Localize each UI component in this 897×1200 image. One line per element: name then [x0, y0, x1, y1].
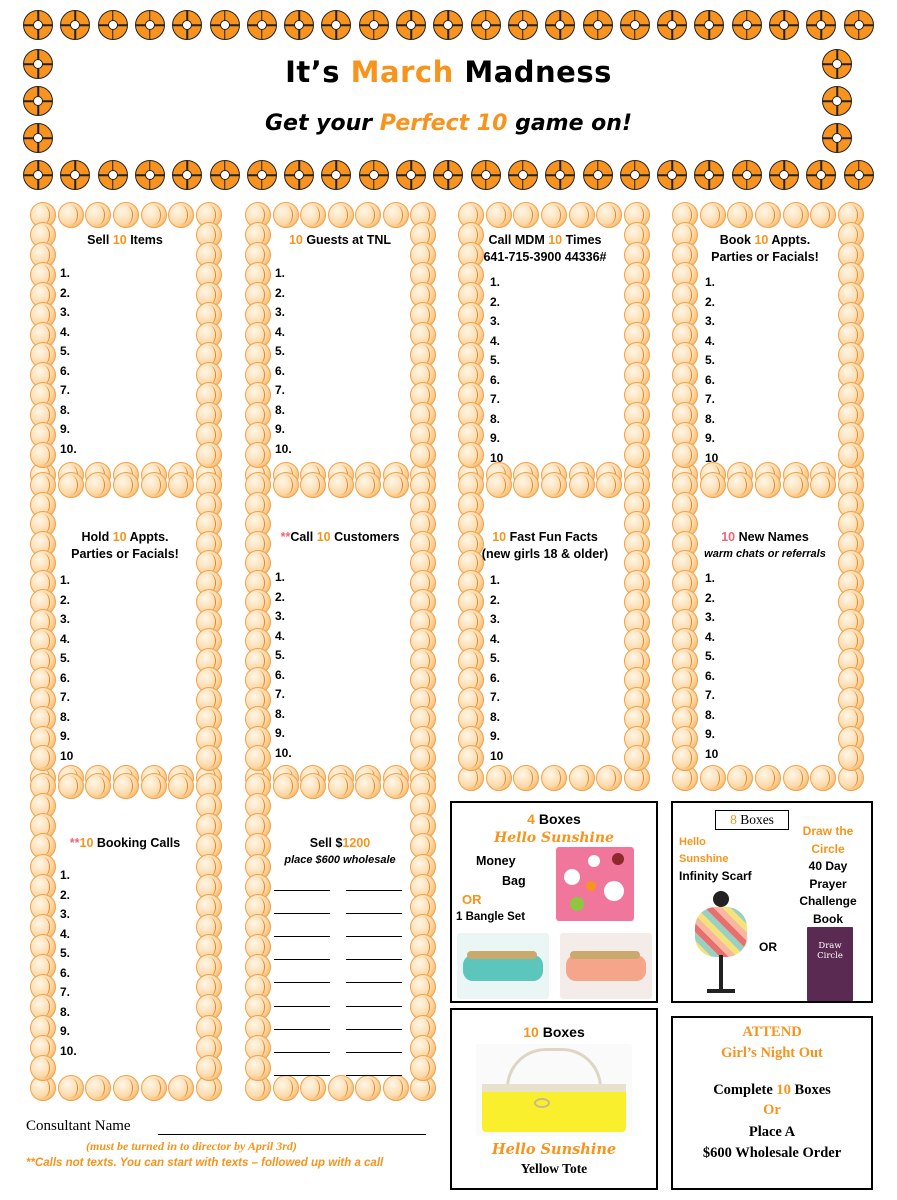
card-title: **Call 10 Customers: [280, 530, 400, 544]
basketball-icon: [321, 10, 351, 40]
book-label: Draw the Circle 40 Day Prayer Challenge Book: [799, 824, 857, 926]
basketball-icon: [98, 160, 128, 190]
basketball-icon: [30, 442, 56, 468]
basketball-icon: [672, 745, 698, 771]
prize-heading: 10 Boxes: [523, 1024, 585, 1040]
numbered-list: 1. 2. 3. 4. 5. 6. 7. 8. 9. 10.: [275, 570, 292, 760]
basketball-icon: [172, 160, 202, 190]
wholesale-label: $600 Wholesale Order: [702, 1145, 842, 1161]
basketball-icon: [23, 10, 53, 40]
basketball-icon: [172, 10, 202, 40]
complete-label: Complete 10 Boxes: [713, 1082, 831, 1098]
or-label: Or: [763, 1102, 781, 1118]
basketball-icon: [471, 160, 501, 190]
basketball-icon: [620, 160, 650, 190]
prize-10-boxes: [450, 1008, 658, 1190]
basketball-icon: [783, 202, 809, 228]
basketball-icon: [657, 160, 687, 190]
basketball-icon: [541, 472, 567, 498]
basketball-icon: [433, 10, 463, 40]
basketball-icon: [583, 160, 613, 190]
blank-line[interactable]: [346, 1075, 402, 1076]
money-label: Money: [476, 854, 516, 868]
basketball-icon: [732, 10, 762, 40]
basketball-icon: [355, 472, 381, 498]
teal-bangles-image: [457, 933, 549, 999]
basketball-icon: [328, 472, 354, 498]
basketball-icon: [396, 160, 426, 190]
basketball-icon: [458, 442, 484, 468]
yellow-tote-image: [476, 1044, 632, 1136]
basketball-icon: [60, 10, 90, 40]
basketball-icon: [383, 472, 409, 498]
basketball-icon: [359, 160, 389, 190]
consultant-name-field[interactable]: [158, 1134, 426, 1135]
basketball-icon: [141, 773, 167, 799]
basketball-icon: [508, 10, 538, 40]
basketball-icon: [810, 765, 836, 791]
basketball-icon: [806, 160, 836, 190]
card-subtitle: (new girls 18 & older): [481, 547, 609, 561]
basketball-icon: [569, 472, 595, 498]
blank-line[interactable]: [274, 936, 330, 937]
basketball-icon: [657, 10, 687, 40]
page-subtitle: Get your Perfect 10 game on!: [265, 111, 632, 136]
basketball-icon: [694, 10, 724, 40]
gno-label: Girl’s Night Out: [721, 1045, 823, 1061]
sunshine-label: Sunshine: [679, 853, 729, 865]
blank-line[interactable]: [274, 1029, 330, 1030]
basketball-icon: [113, 202, 139, 228]
card-title: Hold 10 Appts.: [81, 530, 169, 544]
card-title: 10 New Names: [721, 530, 809, 544]
deadline-note: (must be turned in to director by April 3rd): [86, 1139, 297, 1153]
basketball-icon: [58, 773, 84, 799]
brand-script: Hello Sunshine: [491, 1141, 617, 1158]
basketball-icon: [141, 472, 167, 498]
numbered-list: 1. 2. 3. 4. 5. 6. 7. 8. 9. 10: [490, 275, 504, 465]
blank-line[interactable]: [274, 890, 330, 891]
basketball-icon: [135, 160, 165, 190]
basketball-icon: [196, 442, 222, 468]
card-title: Sell 10 Items: [87, 233, 163, 247]
basketball-icon: [85, 1075, 111, 1101]
basketball-icon: [700, 202, 726, 228]
basketball-icon: [141, 202, 167, 228]
card-title: 10 Fast Fun Facts: [492, 530, 598, 544]
basketball-icon: [541, 765, 567, 791]
blank-line[interactable]: [346, 1029, 402, 1030]
basketball-icon: [168, 1075, 194, 1101]
numbered-list: 1. 2. 3. 4. 5. 6. 7. 8. 9. 10.: [60, 266, 77, 456]
hello-label: Hello: [679, 836, 706, 848]
numbered-list: 1. 2. 3. 4. 5. 6. 7. 8. 9. 10: [490, 573, 504, 763]
basketball-icon: [245, 442, 271, 468]
numbered-list: 1. 2. 3. 4. 5. 6. 7. 8. 9. 10: [60, 573, 74, 763]
basketball-icon: [300, 472, 326, 498]
basketball-icon: [458, 745, 484, 771]
blank-line[interactable]: [274, 913, 330, 914]
basketball-icon: [355, 1075, 381, 1101]
basketball-icon: [513, 472, 539, 498]
basketball-icon: [513, 202, 539, 228]
basketball-icon: [624, 442, 650, 468]
basketball-icon: [541, 202, 567, 228]
blank-line[interactable]: [274, 959, 330, 960]
basketball-icon: [300, 773, 326, 799]
prize-heading: 4 Boxes: [527, 811, 581, 827]
prize-heading: 8 Boxes: [715, 810, 789, 830]
basketball-icon: [783, 472, 809, 498]
consultant-name-label: Consultant Name: [26, 1118, 131, 1134]
basketball-icon: [732, 160, 762, 190]
card-title: Sell $1200: [309, 836, 371, 850]
basketball-icon: [273, 1075, 299, 1101]
basketball-icon: [113, 472, 139, 498]
basketball-icon: [247, 160, 277, 190]
basketball-icon: [755, 765, 781, 791]
basketball-icon: [245, 745, 271, 771]
basketball-icon: [168, 202, 194, 228]
card-subtitle: place $600 wholesale: [284, 854, 396, 866]
basketball-icon: [700, 765, 726, 791]
basketball-icon: [769, 10, 799, 40]
basketball-icon: [769, 160, 799, 190]
basketball-icon: [383, 202, 409, 228]
phone-number: 641-715-3900 44336#: [483, 250, 607, 264]
basketball-icon: [410, 442, 436, 468]
basketball-icon: [694, 160, 724, 190]
basketball-icon: [58, 1075, 84, 1101]
basketball-icon: [30, 1055, 56, 1081]
basketball-icon: [113, 1075, 139, 1101]
basketball-icon: [513, 765, 539, 791]
blank-line[interactable]: [346, 1052, 402, 1053]
basketball-icon: [727, 765, 753, 791]
basketball-icon: [328, 1075, 354, 1101]
basketball-icon: [844, 10, 874, 40]
card-title: Book 10 Appts.: [719, 233, 811, 247]
page-title: It’s March Madness: [285, 55, 612, 89]
basketball-icon: [672, 442, 698, 468]
attend-gno-box: [671, 1016, 873, 1190]
basketball-icon: [508, 160, 538, 190]
basketball-icon: [85, 773, 111, 799]
card-subtitle: Parties or Facials!: [71, 547, 179, 561]
blank-line[interactable]: [274, 1006, 330, 1007]
card-subtitle: warm chats or referrals: [704, 548, 826, 560]
or-label: OR: [759, 940, 777, 954]
basketball-icon: [624, 745, 650, 771]
basketball-icon: [620, 10, 650, 40]
basketball-icon: [433, 160, 463, 190]
basketball-icon: [85, 472, 111, 498]
basketball-icon: [355, 202, 381, 228]
basketball-icon: [596, 765, 622, 791]
blank-line[interactable]: [274, 1075, 330, 1076]
numbered-list: 1. 2. 3. 4. 5. 6. 7. 8. 9. 10: [705, 571, 719, 761]
basketball-icon: [396, 10, 426, 40]
bag-label: Bag: [502, 874, 526, 888]
basketball-icon: [359, 10, 389, 40]
basketball-icon: [810, 202, 836, 228]
basketball-icon: [30, 745, 56, 771]
numbered-list: 1. 2. 3. 4. 5. 6. 7. 8. 9. 10.: [275, 266, 292, 456]
card-subtitle: Parties or Facials!: [711, 250, 819, 264]
basketball-icon: [58, 472, 84, 498]
prize-4-boxes: [450, 801, 658, 1003]
calls-note: **Calls not texts. You can start with texts – followed up with a call: [26, 1157, 384, 1169]
basketball-icon: [168, 773, 194, 799]
basketball-icon: [113, 773, 139, 799]
basketball-icon: [486, 202, 512, 228]
basketball-icon: [273, 472, 299, 498]
attend-label: ATTEND: [742, 1024, 802, 1040]
basketball-icon: [135, 10, 165, 40]
card-title: **10 Booking Calls: [69, 836, 181, 850]
basketball-icon: [300, 1075, 326, 1101]
basketball-icon: [196, 745, 222, 771]
blank-line[interactable]: [346, 982, 402, 983]
basketball-icon: [210, 10, 240, 40]
blank-line[interactable]: [274, 982, 330, 983]
tote-label: Yellow Tote: [520, 1161, 588, 1176]
or-label: OR: [462, 892, 482, 907]
card-title: Call MDM 10 Times: [488, 233, 602, 247]
numbered-list: 1. 2. 3. 4. 5. 6. 7. 8. 9. 10.: [60, 868, 77, 1058]
blank-line[interactable]: [346, 890, 402, 891]
basketball-icon: [596, 202, 622, 228]
basketball-icon: [727, 472, 753, 498]
basketball-icon: [583, 10, 613, 40]
card-title: 10 Guests at TNL: [288, 233, 392, 247]
basketball-icon: [755, 202, 781, 228]
place-label: Place A: [748, 1124, 796, 1140]
basketball-icon: [569, 202, 595, 228]
bangle-label: 1 Bangle Set: [456, 911, 526, 923]
basketball-icon: [300, 202, 326, 228]
basketball-icon: [284, 160, 314, 190]
basketball-icon: [321, 160, 351, 190]
book-cover-image: Draw Circle: [807, 927, 853, 1001]
basketball-icon: [700, 472, 726, 498]
basketball-icon: [383, 1075, 409, 1101]
blank-line[interactable]: [346, 959, 402, 960]
basketball-icon: [355, 773, 381, 799]
basketball-icon: [410, 1055, 436, 1081]
basketball-icon: [596, 472, 622, 498]
basketball-icon: [247, 10, 277, 40]
basketball-icon: [838, 442, 864, 468]
basketball-icon: [85, 202, 111, 228]
basketball-icon: [486, 765, 512, 791]
prize-8-boxes: [671, 801, 873, 1003]
blank-line[interactable]: [346, 1006, 402, 1007]
basketball-icon: [844, 160, 874, 190]
basketball-icon: [58, 202, 84, 228]
basketball-icon: [273, 773, 299, 799]
basketball-icon: [98, 10, 128, 40]
basketball-icon: [168, 472, 194, 498]
basketball-icon: [328, 773, 354, 799]
basketball-icon: [328, 202, 354, 228]
basketball-icon: [486, 472, 512, 498]
numbered-list: 1. 2. 3. 4. 5. 6. 7. 8. 9. 10: [705, 275, 719, 465]
scarf-image: [689, 889, 753, 995]
basketball-icon: [755, 472, 781, 498]
basketball-icon: [838, 745, 864, 771]
basketball-icon: [471, 10, 501, 40]
basketball-icon: [245, 1055, 271, 1081]
basketball-icon: [569, 765, 595, 791]
basketball-icon: [196, 1055, 222, 1081]
basketball-icon: [727, 202, 753, 228]
basketball-icon: [806, 10, 836, 40]
basketball-icon: [210, 160, 240, 190]
basketball-icon: [783, 765, 809, 791]
basketball-icon: [810, 472, 836, 498]
blank-line[interactable]: [274, 1052, 330, 1053]
basketball-icon: [545, 160, 575, 190]
basketball-icon: [60, 160, 90, 190]
brand-script: Hello Sunshine: [494, 830, 614, 846]
basketball-icon: [383, 773, 409, 799]
basketball-icon: [273, 202, 299, 228]
basketball-icon: [141, 1075, 167, 1101]
coral-bangles-image: [560, 933, 652, 999]
blank-line[interactable]: [346, 913, 402, 914]
blank-line[interactable]: [346, 936, 402, 937]
scarf-label: Infinity Scarf: [679, 869, 752, 883]
money-bag-image: [556, 847, 634, 921]
basketball-icon: [410, 745, 436, 771]
basketball-icon: [23, 160, 53, 190]
basketball-icon: [284, 10, 314, 40]
basketball-icon: [545, 10, 575, 40]
